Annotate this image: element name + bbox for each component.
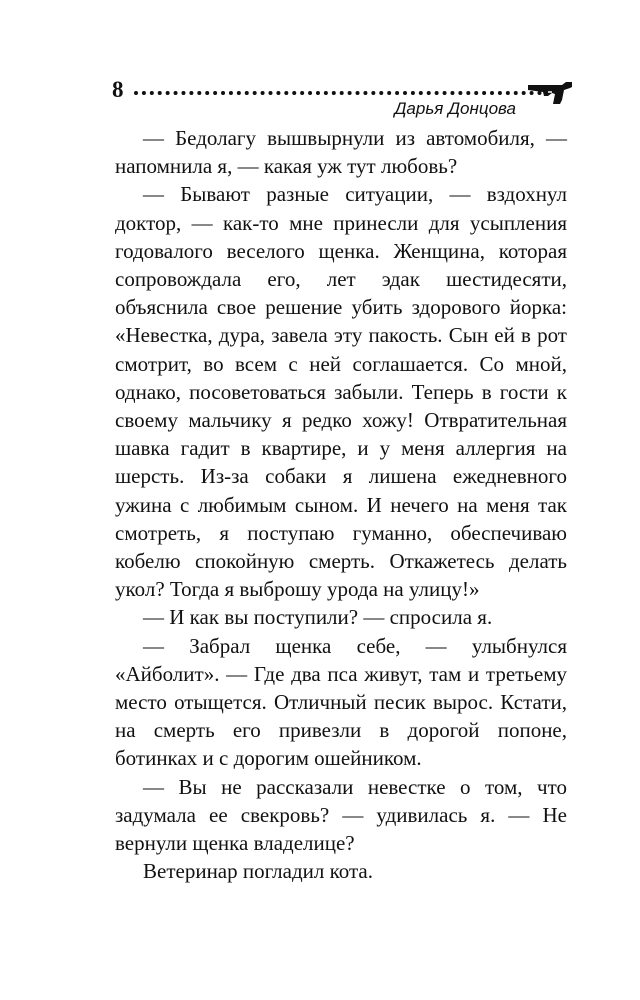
page-number: 8 — [112, 77, 124, 102]
paragraph: — Вы не рассказали невестке о том, что задумала ее свекровь? — удивилась я. — Не вернули щенка владелице? — [115, 774, 567, 856]
running-header — [112, 76, 572, 124]
paragraph: Ветеринар погладил кота. — [143, 859, 373, 884]
dotted-leader — [134, 91, 542, 95]
paragraph: — И как вы поступили? — спросила я. — [143, 605, 493, 630]
book-text — [115, 124, 567, 885]
author-name: Дарья Донцова — [394, 99, 516, 118]
paragraph: — Бедолагу вышвырнули из автомобиля, — напомнила я, — какая уж тут любовь? — [115, 126, 567, 179]
revolver-icon — [526, 78, 574, 106]
paragraph: — Бывают разные ситуации, — вздохнул доктор, — как-то мне принесли для усыпления годовалого веселого щенка. Женщина, которая сопровождала его, лет эдак шестидесяти, объяснила свое решение убить здорового йорка: «Невестка, дура, завела эту пакость. Сын ей в рот смотрит, во всем с ней соглашается. Со мной, однако, посоветоваться забыли. Теперь в гости к своему мальчику я редко хожу! Отвратительная шавка гадит в квартире, и у меня аллергия на шерсть. Из-за собаки я лишена ежедневного ужина с любимым сыном. И нечего на меня так смотреть, я поступаю гуманно, обеспечиваю кобелю спокойную смерть. Откажетесь делать укол? Тогда я выброшу урода на улицу!» — [115, 182, 567, 602]
paragraph: — Забрал щенка себе, — улыбнулся «Айболит». — Где два пса живут, там и третьему место отыщется. Отличный песик вырос. Кстати, на смерть его привезли в дорогой попоне, ботинках и с дорогим ошейником. — [115, 633, 567, 771]
